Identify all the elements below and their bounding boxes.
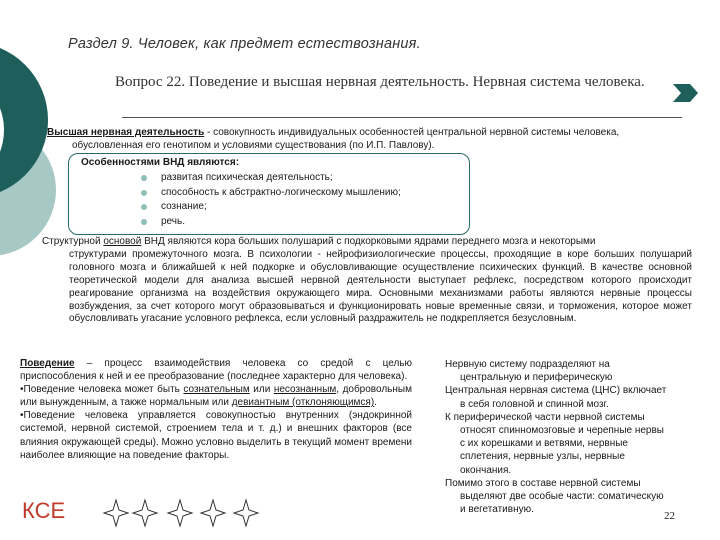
structure-rest: структурами промежуточного мозга. В психологии - нейрофизиологические процессы, проходящие в коре больших полушарий головного мозга и ближайшей к ней подкорке и обусловливающие осуществление психических функций. В качестве основной теоретической модели для анализа высшей нервной деятельности выступает рефлекс, посредством которого происходит реагирование организма на воздействия окружающего мира. Основными механизмами работы являются нервные процессы возбуждения, за счет которого могут образовываться и функционировать новые временные связи, и торможения, которое может обусловливать угасание условного рефлекса, если условный раздражитель не подкрепляется безусловным. — [69, 248, 692, 325]
behavior-paragraph — [20, 357, 412, 462]
list-item: развитая психическая деятельность; — [141, 171, 401, 186]
page-number: 22 — [664, 510, 675, 522]
vnd-structure-paragraph — [42, 236, 692, 326]
bullet-icon — [141, 190, 147, 196]
star-icon — [234, 500, 258, 526]
structure-term: основой — [103, 236, 142, 247]
structure-prefix: Структурной — [42, 236, 104, 247]
features-title: Особенностями ВНД являются: — [81, 157, 240, 168]
bullet-icon — [141, 204, 147, 210]
vnd-definition — [47, 126, 687, 152]
star-icons-row — [104, 500, 258, 526]
section-title: Раздел 9. Человек, как предмет естествознания. — [68, 36, 421, 52]
star-icon — [201, 500, 225, 526]
behavior-types: •Поведение человека может быть сознательным или несознанным, добровольным или вынужденным, а также нормальным или девиантным (отклоняющимся). — [20, 384, 412, 409]
title-divider — [122, 117, 682, 118]
list-item: способность к абстрактно-логическому мышлению; — [141, 186, 401, 201]
behavior-factors: •Поведение человека управляется совокупностью внутренних (эндокринной системой, нервной системой, строением тела и т. д.) и внешних факторов (все влияния окружающей среды). Можно условно выделить в текущий момент времени наиболее влияющие на поведение факторы. — [20, 410, 412, 461]
vnd-term: Высшая нервная деятельность — [47, 127, 205, 138]
vnd-def-line1: - совокупность индивидуальных особенностей центральной нервной системы человека, — [204, 127, 620, 138]
list-item: сознание; — [141, 200, 401, 215]
next-arrow-icon[interactable] — [673, 84, 698, 102]
star-icon — [133, 500, 157, 526]
behavior-def: – процесс взаимодействия человека со средой с целью приспособления к ней и ее преобразование (последнее характерно для человека). — [20, 358, 412, 383]
bullet-icon — [141, 175, 147, 181]
behavior-term: Поведение — [20, 358, 75, 369]
list-item: речь. — [141, 215, 401, 230]
vnd-features-box — [68, 153, 470, 235]
nervous-system-text: Нервную систему подразделяют на центральную и периферическую Центральная нервная система (ЦНС) включает в себя головной и спинной мозг. К периферической части нервной системы относят спинномозговые и черепные нервы с их корешками и ветвями, нервные сплетения, нервные узлы, нервные окончания. Помимо этого в составе нервной системы выделяют две особые части: соматическую и вегетативную. — [445, 359, 667, 516]
features-list — [141, 171, 401, 229]
star-icon — [168, 500, 192, 526]
structure-line1: ВНД являются кора больших полушарий с подкорковыми ядрами переднего мозга и некоторыми — [141, 236, 596, 247]
question-title: Вопрос 22. Поведение и высшая нервная деятельность. Нервная система человека. — [115, 74, 645, 90]
star-icon — [104, 500, 128, 526]
bullet-icon — [141, 219, 147, 225]
kse-label: КСЕ — [22, 498, 66, 523]
vnd-def-line2: обусловленная его генотипом и условиями существования (по И.П. Павлову). — [72, 140, 435, 151]
